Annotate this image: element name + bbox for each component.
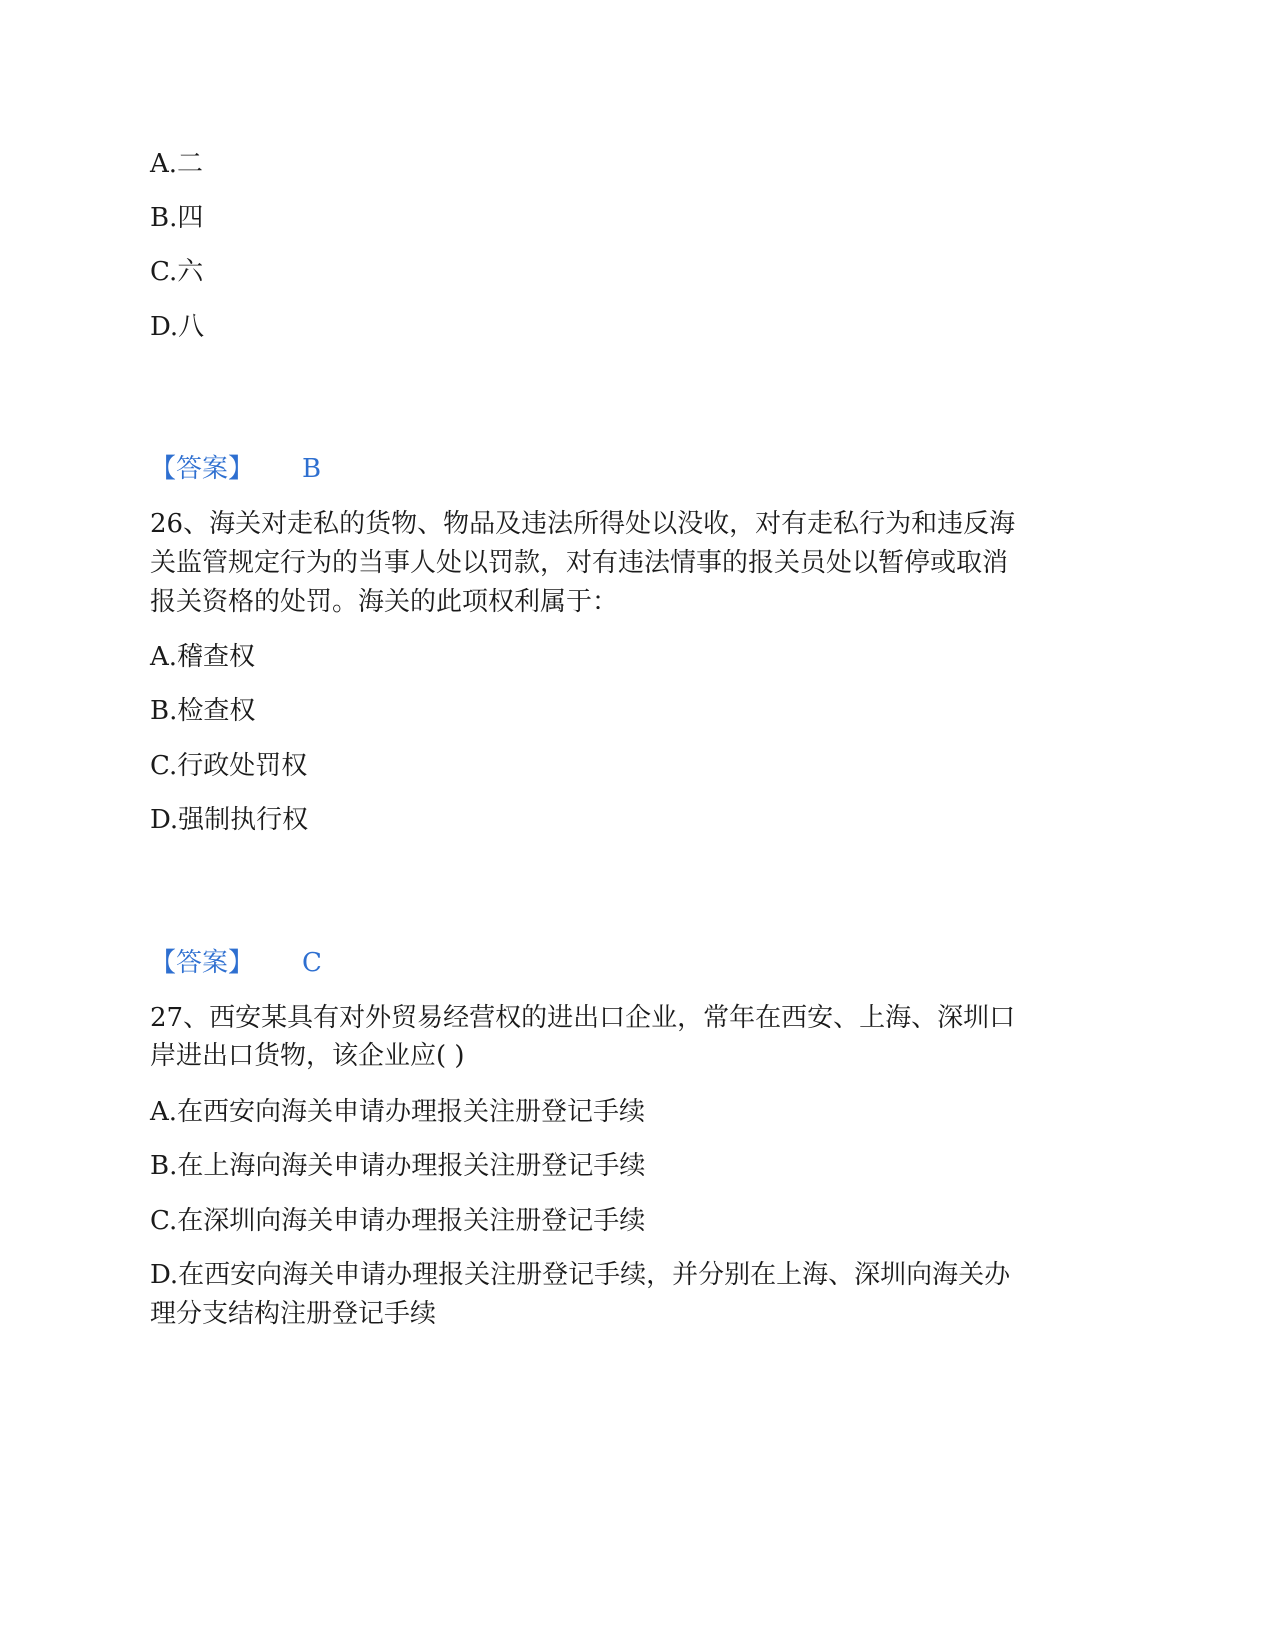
answer-value: B (302, 454, 322, 484)
answer-25 (150, 451, 321, 487)
q26-option-d: D.强制执行权 (150, 805, 309, 835)
answer-26 (150, 945, 322, 981)
q25-option-b: B.四 (150, 203, 204, 233)
q27-option-c: C.在深圳向海关申请办理报关注册登记手续 (150, 1206, 646, 1236)
q27-option-b: B.在上海向海关申请办理报关注册登记手续 (150, 1151, 646, 1181)
q25-option-d: D.八 (150, 312, 205, 342)
answer-label: 【答案】 (150, 454, 255, 484)
q26-option-a: A.稽查权 (150, 642, 256, 672)
answer-label: 【答案】 (150, 948, 255, 978)
q27-option-a: A.在西安向海关申请办理报关注册登记手续 (150, 1097, 646, 1127)
q25-option-c: C.六 (150, 257, 204, 287)
q27-option-d-line-2: 理分支结构注册登记手续 (150, 1299, 437, 1329)
q25-option-a: A.二 (150, 149, 204, 179)
q26-stem-line-1: 26、海关对走私的货物、物品及违法所得处以没收，对有走私行为和违反海 (150, 509, 1016, 539)
q26-option-c: C.行政处罚权 (150, 751, 308, 781)
q27-stem-line-2: 岸进出口货物，该企业应( ) (150, 1041, 465, 1071)
q26-stem-line-3: 报关资格的处罚。海关的此项权利属于： (150, 587, 619, 617)
q27-option-d-line-1: D.在西安向海关申请办理报关注册登记手续，并分别在上海、深圳向海关办 (150, 1260, 1011, 1290)
q26-option-b: B.检查权 (150, 696, 256, 726)
q26-stem-line-2: 关监管规定行为的当事人处以罚款，对有违法情事的报关员处以暂停或取消 (150, 548, 1009, 578)
answer-value: C (302, 948, 322, 978)
q27-stem-line-1: 27、西安某具有对外贸易经营权的进出口企业，常年在西安、上海、深圳口 (150, 1003, 1016, 1033)
